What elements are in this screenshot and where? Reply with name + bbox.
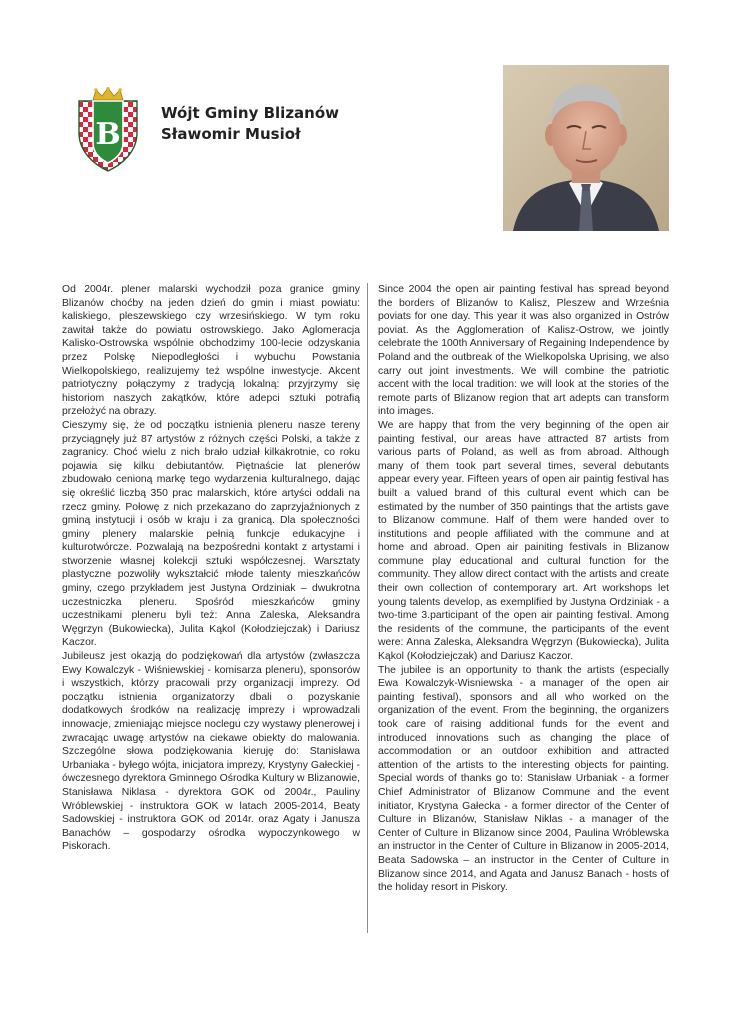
mayor-portrait-photo [503,65,669,231]
column-divider [367,283,368,933]
header-title [161,103,339,145]
paragraph: Od 2004r. plener malarski wychodził poza granice gminy Blizanów choćby na jeden dzień do gmin i miast powiatu: kaliskiego, pleszewskiego czy wrzesińskiego. W tym roku zawitał także do powiatu ostrowskiego. Jako Aglomeracja Kalisko-Ostrowska wspólnie obchodzimy 100-lecie odzyskania przez Polskę Niepodległości i wybuchu Powstania Wielkopolskiego, realizujemy też wspólne inwestycje. Akcent patriotyczny połączymy z tradycją lokalną: przyjrzymy się historiom naszych zakątków, które adepci sztuki potrafią przełożyć na obrazy. [62,284,360,418]
mayor-title: Wójt Gminy Blizanów [161,104,340,122]
crest-letter: B [95,117,121,152]
polish-text-column [62,283,360,854]
paragraph: We are happy that from the very beginning of the open air painting festival, our areas have attracted 87 artists from various parts of Poland, as well as from abroad. Although many of them took part several times, several debutants appear every year. Fifteen years of open air paintig festival has built a valued brand of this cultural event which can be estimated by the number of 350 paintings that the artists gave to Blizanow commune. Half of them were handed over to institutions and people affiliated with the commune and at home and abroad. Open air painiting festivals in Blizanow commune play educational and cultural function for the community. They allow direct contact with the artists and create their own collection of contemporary art. Art workshops let young talents develop, as exemplified by Justyna Ordziniak - a two-time 3.participant of the open air painting festival. Among the residents of the commune, the participants of the event were: Anna Zaleska, Aleksandra Węgrzyn (Bukowiecka), Julita Kąkol (Kołodziejczak) and Dariusz Kaczor. [378,419,669,663]
paragraph: Cieszymy się, że od początku istnienia pleneru nasze tereny przyciągnęły już 87 artystów z różnych części Polski, a także z zagranicy. Choć wielu z nich brało udział kilkakrotnie, co roku pojawia się kilku debiutantów. Piętnaście lat plenerów zbudowało cenioną markę tego wydarzenia kulturalnego, dając się określić liczbą 350 prac malarskich, które artyści oddali na rzecz gminy. Połowę z nich przekazano do zaprzyjaźnionych z gminą instytucji i osób w kraju i za granicą. Dla społeczności gminy plenery malarskie pełnią funkcje edukacyjne i kulturotwórcze. Pozwalają na bezpośredni kontakt z artystami i stworzenie własnej kolekcji sztuki współczesnej. Warsztaty plastyczne pozwoliły wykształcić młode talenty mieszkańców gminy, czego przykładem jest Justyna Ordziniak – dwukrotna uczestniczka pleneru. Spośród mieszkańców gminy uczestnikami pleneru byli też: Anna Zaleska, Aleksandra Węgrzyn (Bukowiecka), Julita Kąkol (Kołodziejczak) i Dariusz Kaczor. [62,419,360,649]
mayor-name: Sławomir Musioł [161,125,301,143]
paragraph: Jubileusz jest okazją do podziękowań dla artystów (zwłaszcza Ewy Kowalczyk - Wiśniewskiej - komisarza pleneru), sponsorów i wszystkich, którzy pracowali przy organizacji imprezy. Od początku istnienia organizatorzy dbali o pozyskanie dodatkowych środków na realizację imprezy i wprowadzali innowacje, zmieniając miejsce noclegu czy wystawy plenerowej i zwracając uwagę artystów na ciekawe obiekty do malowania. Szczególne słowa podziękowania kieruję do: Stanisława Urbaniaka - byłego wójta, inicjatora imprezy, Krystyny Gałeckiej - ówczesnego dyrektora Gminnego Ośrodka Kultury w Blizanowie, Stanisława Niklasa - dyrektora GOK od 2004r., Pauliny Wróblewskiej - instruktora GOK w latach 2005-2014, Beaty Sadowskiej - instruktora GOK od 2014r. oraz Agaty i Janusza Banachów – gospodarzy ośrodka wypoczynkowego w Piskorach. [62,651,361,853]
coat-of-arms-logo [73,87,143,173]
english-text-column [378,283,669,895]
paragraph: Since 2004 the open air painting festival has spread beyond the borders of Blizanów to Kalisz, Pleszew and Września poviats for one day. This year it was also organized in Ostrów poviat. As the Agglomeration of Kalisz-Ostrow, we jointly celebrate the 100th Anniversary of Regaining Independence by Poland and the outbreak of the Wielkopolska Uprising, we also carry out joint investments. We will combine the patriotic accent with the local tradition: we will look at the stories of the remote parts of Blizanow region that art adepts can transform into images. [378,284,669,418]
paragraph: The jubilee is an opportunity to thank the artists (especially Ewa Kowalczyk-Wisniewska - a manager of the open air painting festival), sponsors and all who worked on the organization of the event. From the beginning, the organizers took care of raising additional funds for the event and introduced innovations such as changing the place of accommodation or an outdoor exhibition and attracted attention of the artists to the interesting objects for painting. Special words of thanks go to: Stanisław Urbaniak - a former Chief Administrator of Blizanow Commune and the event initiator, Krystyna Gałecka - a former director of the Center of Culture in Blizanów, Stanisław Niklas - a manager of the Center of Culture in Blizanow since 2004, Paulina Wróblewska an instructor in the Center of Culture in Blizanow in 2005-2014, Beata Sadowska – an instructor in the Center of Culture in Blizanow since 2014, and Agata and Janusz Banach - hosts of the holiday resort in Piskory. [378,664,669,894]
